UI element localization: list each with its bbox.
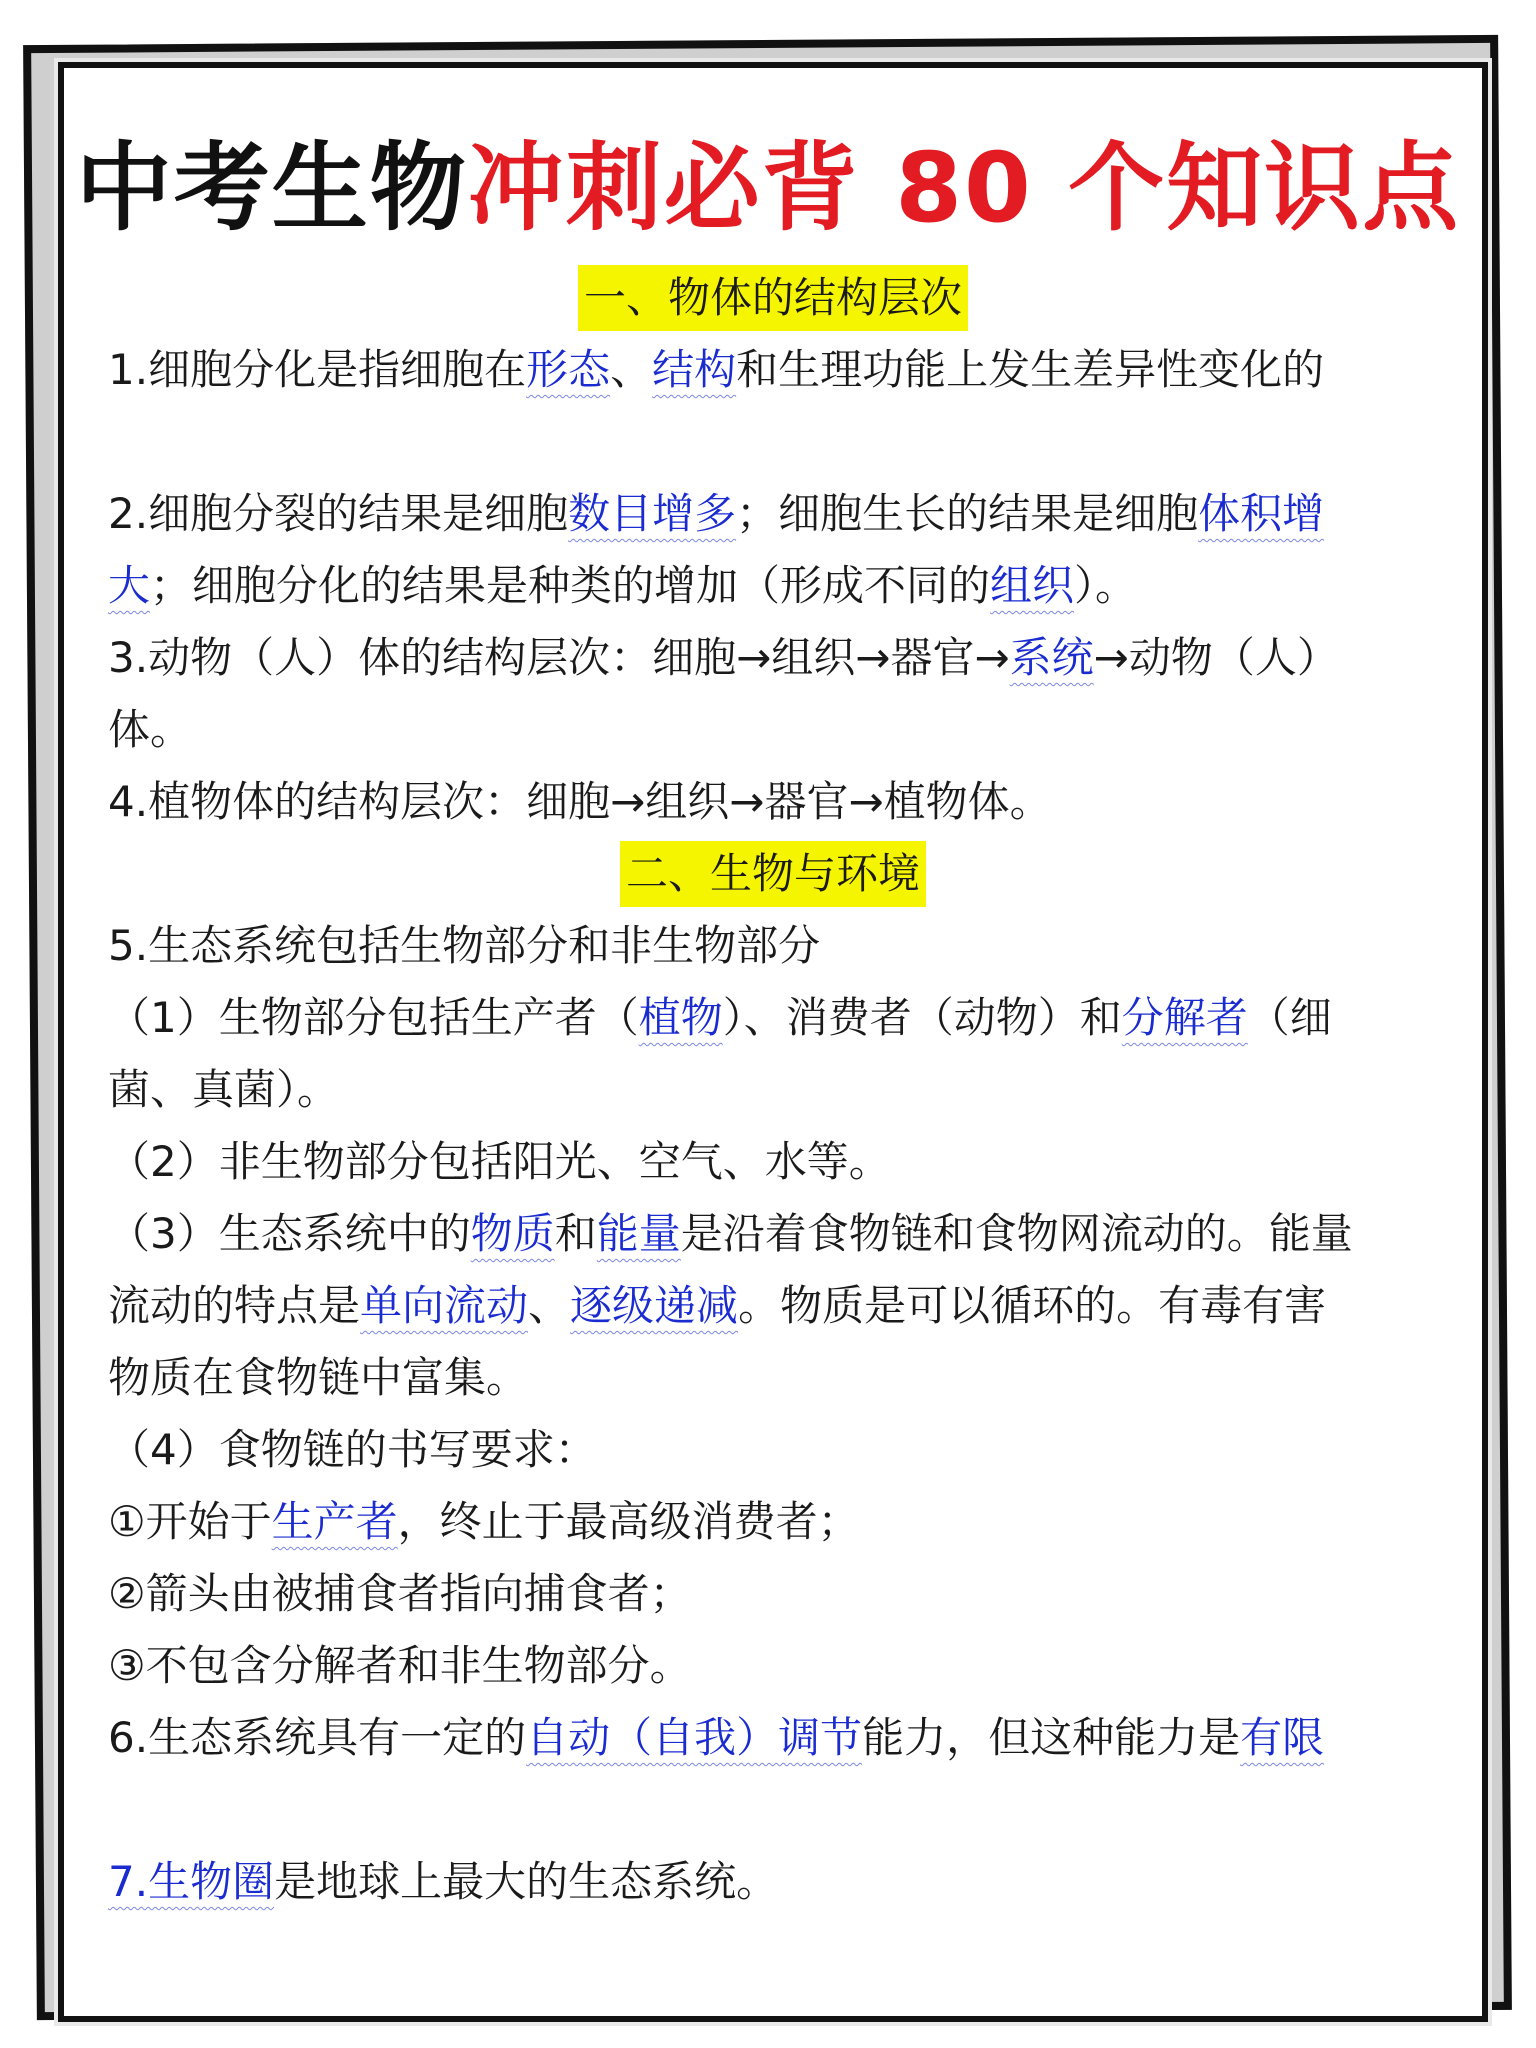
text-segment: 6.生态系统具有一定的	[108, 1713, 527, 1762]
knowledge-line	[108, 550, 1438, 622]
knowledge-line	[108, 910, 1438, 982]
text-segment: 体。	[108, 705, 193, 754]
text-segment: 和	[554, 1209, 597, 1258]
title-red-part: 冲刺必背 80 个知识点	[467, 132, 1461, 244]
knowledge-line	[108, 1846, 1438, 1918]
knowledge-line	[108, 1126, 1438, 1198]
text-segment: ，终止于最高级消费者；	[397, 1497, 860, 1546]
text-segment: 。物质是可以循环的。有毒有害	[738, 1281, 1327, 1330]
highlight-term: 系统	[1009, 633, 1094, 682]
highlight-term: 植物	[638, 993, 723, 1042]
blank-line	[108, 1774, 1438, 1846]
section-heading-label: 一、物体的结构层次	[578, 265, 968, 331]
highlight-term: 逐级递减	[570, 1281, 739, 1330]
text-segment: （2）非生物部分包括阳光、空气、水等。	[108, 1137, 891, 1186]
page-title	[0, 128, 1536, 248]
knowledge-line	[108, 1702, 1438, 1774]
highlight-term: 7.生物圈	[108, 1857, 275, 1906]
blank-line	[108, 406, 1438, 478]
text-segment: （1）生物部分包括生产者（	[108, 993, 639, 1042]
text-segment: 2.细胞分裂的结果是细胞	[108, 489, 569, 538]
knowledge-line	[108, 1054, 1438, 1126]
text-segment: ）。	[1074, 561, 1138, 610]
text-segment: 1.细胞分化是指细胞在	[108, 345, 527, 394]
text-segment: ③不包含分解者和非生物部分。	[108, 1641, 692, 1690]
text-segment: ①开始于	[108, 1497, 272, 1546]
knowledge-line	[108, 1270, 1438, 1342]
text-segment: 4.植物体的结构层次：细胞→组织→器官→植物体。	[108, 777, 1052, 826]
knowledge-line	[108, 1342, 1438, 1414]
text-segment: 和生理功能上发生差异性变化的	[736, 345, 1325, 394]
knowledge-line	[108, 1630, 1438, 1702]
text-segment: 是地球上最大的生态系统。	[274, 1857, 779, 1906]
text-segment: ）、消费者（动物）和	[722, 993, 1122, 1042]
knowledge-line	[108, 1558, 1438, 1630]
highlight-term: 组织	[990, 561, 1075, 610]
highlight-term: 结构	[652, 345, 737, 394]
text-segment: 、	[528, 1281, 571, 1330]
knowledge-line	[108, 622, 1438, 694]
knowledge-line	[108, 1414, 1438, 1486]
knowledge-line	[108, 766, 1438, 838]
highlight-term: 生产者	[271, 1497, 398, 1546]
knowledge-line	[108, 1486, 1438, 1558]
text-segment: ②箭头由被捕食者指向捕食者；	[108, 1569, 692, 1618]
highlight-term: 分解者	[1121, 993, 1248, 1042]
text-segment: 5.生态系统包括生物部分和非生物部分	[108, 921, 821, 970]
highlight-term: 数目增多	[568, 489, 737, 538]
text-segment: →动物（人）	[1093, 633, 1339, 682]
text-segment: 3.动物（人）体的结构层次：细胞→组织→器官→	[108, 633, 1010, 682]
content-body	[108, 262, 1438, 1918]
highlight-term: 有限	[1240, 1713, 1325, 1762]
text-segment: （细	[1247, 993, 1332, 1042]
text-segment: 能力，但这种能力是	[862, 1713, 1241, 1762]
text-segment: 物质在食物链中富集。	[108, 1353, 529, 1402]
highlight-term: 形态	[526, 345, 611, 394]
knowledge-line	[108, 694, 1438, 766]
highlight-term: 自动（自我）调节	[526, 1713, 863, 1762]
text-segment: ；细胞生长的结果是细胞	[736, 489, 1199, 538]
highlight-term: 大	[108, 561, 151, 610]
knowledge-line	[108, 478, 1438, 550]
section-heading-label: 二、生物与环境	[620, 841, 926, 907]
text-segment: 、	[610, 345, 653, 394]
section-heading	[108, 262, 1438, 334]
highlight-term: 能量	[596, 1209, 681, 1258]
highlight-term: 体积增	[1198, 489, 1325, 538]
text-segment: 菌、真菌）。	[108, 1065, 340, 1114]
knowledge-line	[108, 334, 1438, 406]
section-heading	[108, 838, 1438, 910]
text-segment: （3）生态系统中的	[108, 1209, 471, 1258]
text-segment: 流动的特点是	[108, 1281, 361, 1330]
knowledge-line	[108, 982, 1438, 1054]
text-segment: 是沿着食物链和食物网流动的。能量	[680, 1209, 1353, 1258]
text-segment: ；细胞分化的结果是种类的增加（形成不同的	[150, 561, 991, 610]
text-segment: （4）食物链的书写要求：	[108, 1425, 597, 1474]
title-black-part: 中考生物	[75, 132, 468, 244]
knowledge-line	[108, 1198, 1438, 1270]
highlight-term: 单向流动	[360, 1281, 529, 1330]
highlight-term: 物质	[470, 1209, 555, 1258]
